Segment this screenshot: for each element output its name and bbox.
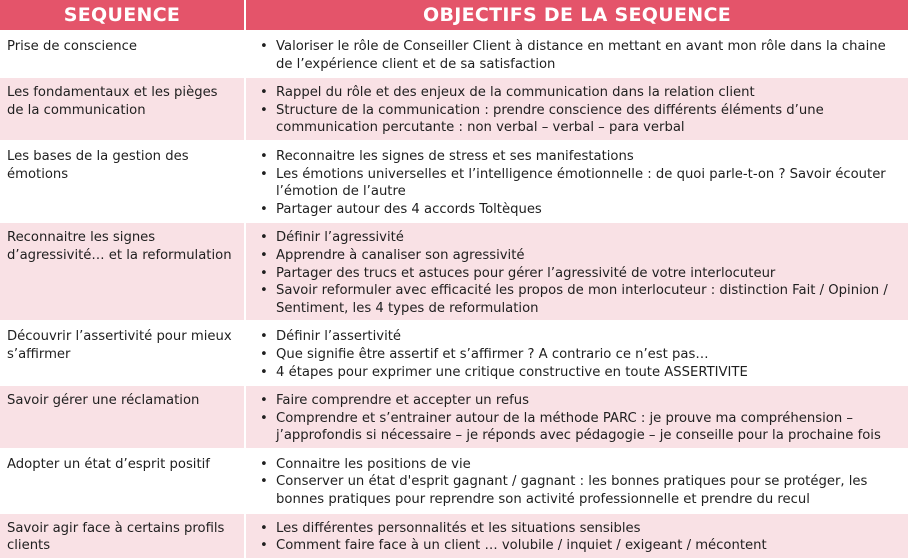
objectifs-cell (245, 31, 908, 77)
objectifs-cell (245, 141, 908, 222)
objectifs-list (260, 148, 902, 218)
objectif-item: • Rappel du rôle et des enjeux de la communication dans la relation client (260, 84, 902, 102)
sequence-cell: Reconnaitre les signes d’agressivité… et la reformulation (0, 222, 245, 321)
header-sequence: SEQUENCE (0, 0, 245, 31)
objectifs-list (260, 84, 902, 137)
objectifs-list (260, 392, 902, 445)
objectifs-cell (245, 222, 908, 321)
sequence-cell: Découvrir l’assertivité pour mieux s’affirmer (0, 321, 245, 385)
table-row (0, 77, 908, 141)
objectif-item: • Savoir reformuler avec efficacité les propos de mon interlocuteur : distinction Fait / Opinion / Sentiment, les 4 types de reformulation (260, 282, 902, 317)
table-row (0, 321, 908, 385)
sequence-cell: Savoir agir face à certains profils clients (0, 513, 245, 558)
objectif-item: • Reconnaitre les signes de stress et ses manifestations (260, 148, 902, 166)
objectif-item: • Définir l’agressivité (260, 229, 902, 247)
objectif-item: • Apprendre à canaliser son agressivité (260, 247, 902, 265)
objectifs-cell (245, 321, 908, 385)
objectifs-cell (245, 77, 908, 141)
objectif-item: • 4 étapes pour exprimer une critique constructive en toute ASSERTIVITE (260, 364, 902, 382)
table-row (0, 449, 908, 513)
sequence-cell: Savoir gérer une réclamation (0, 385, 245, 449)
table-body (0, 31, 908, 558)
objectif-item: • Que signifie être assertif et s’affirmer ? A contrario ce n’est pas… (260, 346, 902, 364)
header-objectifs: OBJECTIFS DE LA SEQUENCE (245, 0, 908, 31)
objectif-item: • Partager autour des 4 accords Toltèques (260, 201, 902, 219)
table-row (0, 31, 908, 77)
sequence-cell: Les fondamentaux et les pièges de la communication (0, 77, 245, 141)
objectif-item: • Partager des trucs et astuces pour gérer l’agressivité de votre interlocuteur (260, 265, 902, 283)
objectif-item: • Connaitre les positions de vie (260, 456, 902, 474)
objectif-item: • Conserver un état d'esprit gagnant / gagnant : les bonnes pratiques pour se protéger, les bonnes pratiques pour reprendre son activité professionnelle et prendre du recul (260, 473, 902, 508)
objectifs-cell (245, 385, 908, 449)
table-row (0, 141, 908, 222)
objectif-item: • Comprendre et s’entrainer autour de la méthode PARC : je prouve ma compréhension – j’approfondis si nécessaire – je réponds avec pédagogie – je conseille pour la prochaine fois (260, 410, 902, 445)
objectif-item: • Comment faire face à un client … volubile / inquiet / exigeant / mécontent (260, 537, 902, 555)
table-row (0, 385, 908, 449)
sequence-cell: Adopter un état d’esprit positif (0, 449, 245, 513)
sequence-cell: Prise de conscience (0, 31, 245, 77)
objectif-item: • Les émotions universelles et l’intelligence émotionnelle : de quoi parle-t-on ? Savoir écouter l’émotion de l’autre (260, 166, 902, 201)
table-row (0, 222, 908, 321)
objectif-item: • Faire comprendre et accepter un refus (260, 392, 902, 410)
objectif-item: • Valoriser le rôle de Conseiller Client à distance en mettant en avant mon rôle dans la chaine de l’expérience client et de sa satisfaction (260, 38, 902, 73)
sequence-cell: Les bases de la gestion des émotions (0, 141, 245, 222)
objectifs-list (260, 456, 902, 509)
objectif-item: • Structure de la communication : prendre conscience des différents éléments d’une communication percutante : non verbal – verbal – para verbal (260, 102, 902, 137)
objectif-item: • Définir l’assertivité (260, 328, 902, 346)
objectifs-cell (245, 513, 908, 558)
table-header-row (0, 0, 908, 31)
table-row (0, 513, 908, 558)
objectifs-cell (245, 449, 908, 513)
objectifs-list (260, 328, 902, 381)
objectifs-list (260, 38, 902, 73)
objectifs-list (260, 520, 902, 555)
objectifs-list (260, 229, 902, 317)
objectif-item: • Les différentes personnalités et les situations sensibles (260, 520, 902, 538)
